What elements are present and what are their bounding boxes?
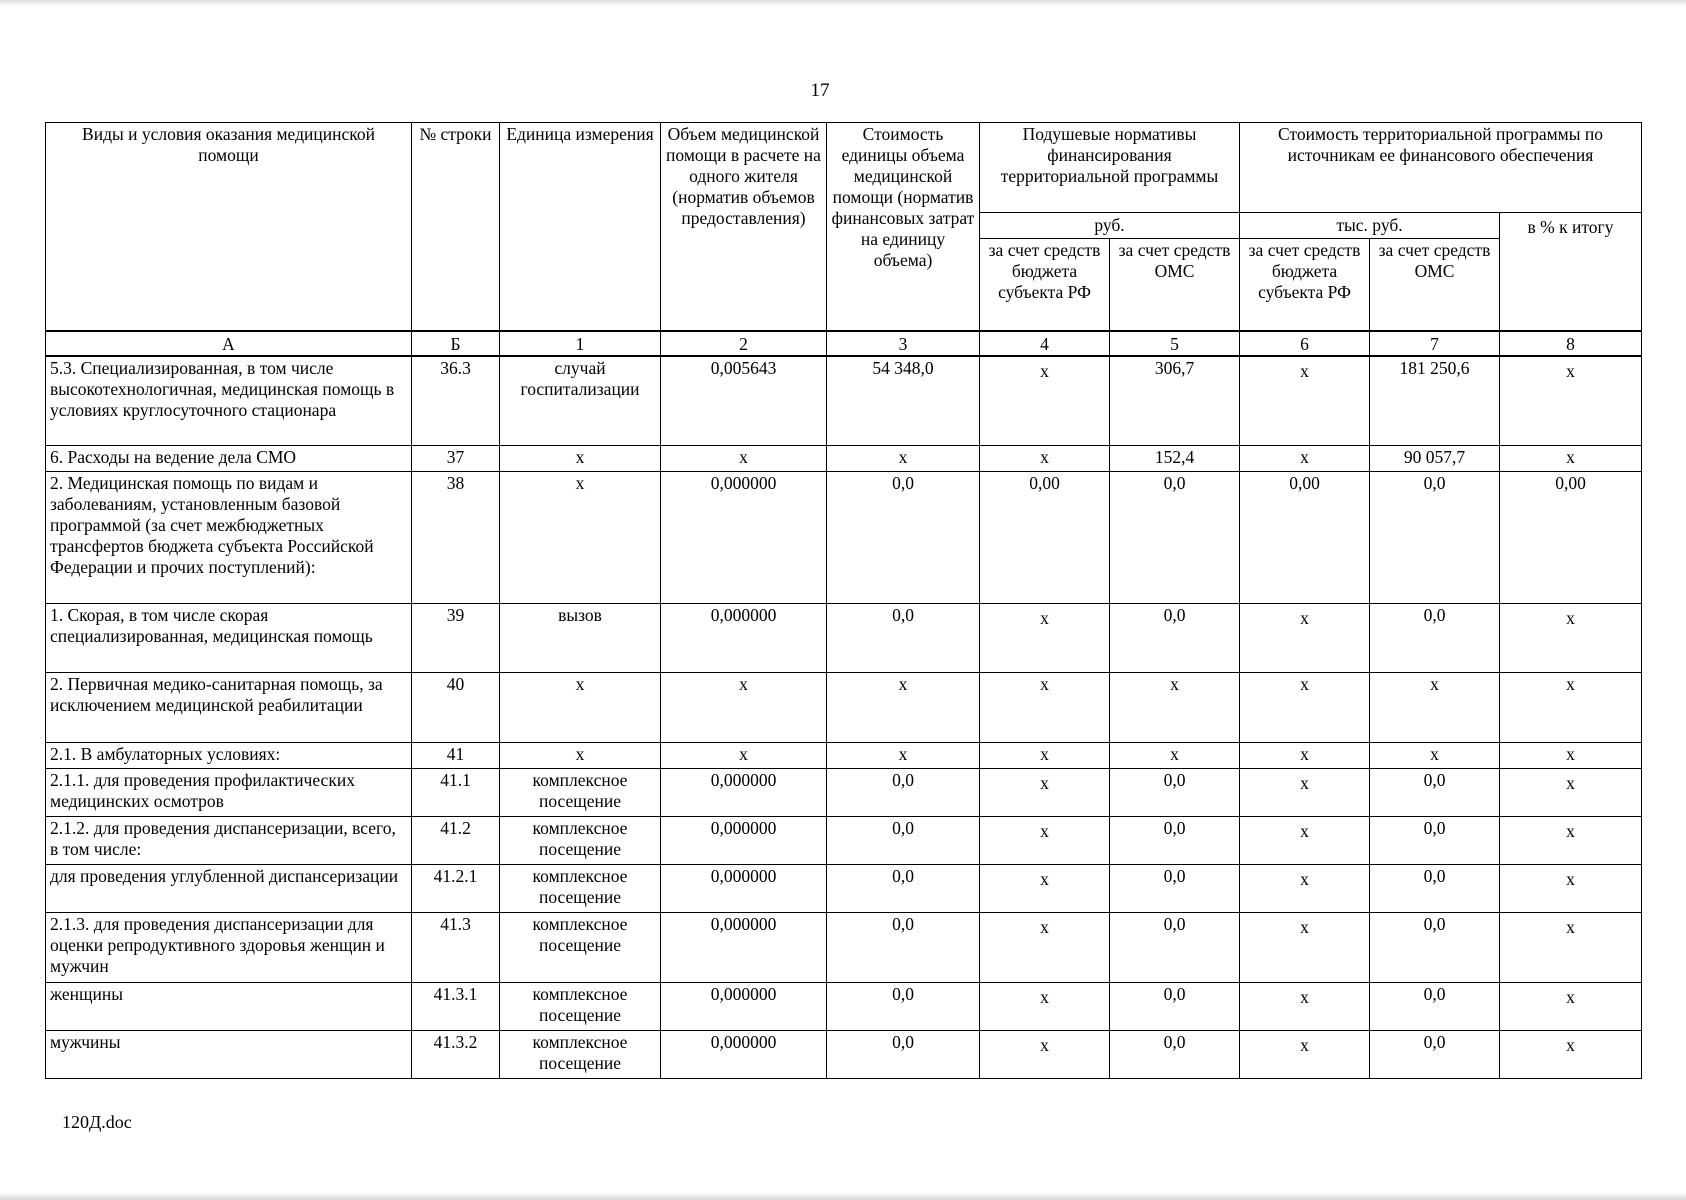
row-cost-budget: x bbox=[1240, 743, 1370, 769]
row-percent: x bbox=[1500, 865, 1642, 913]
row-name: женщины bbox=[46, 983, 412, 1031]
row-norm-budget: x bbox=[980, 743, 1110, 769]
header-budget-subject-cost: за счет средств бюджета субъекта РФ bbox=[1240, 239, 1370, 331]
row-norm-oms: 0,0 bbox=[1110, 865, 1240, 913]
page-number: 17 bbox=[810, 80, 830, 101]
row-unit: x bbox=[500, 472, 661, 604]
row-cost-oms: x bbox=[1370, 673, 1500, 743]
row-cost: 0,0 bbox=[827, 983, 980, 1031]
row-norm-budget: 0,00 bbox=[980, 472, 1110, 604]
table-row bbox=[46, 743, 1642, 769]
row-norm-budget: x bbox=[980, 673, 1110, 743]
row-cost: x bbox=[827, 743, 980, 769]
index-cell: 2 bbox=[661, 331, 827, 356]
table-header bbox=[46, 123, 1642, 356]
row-percent: x bbox=[1500, 743, 1642, 769]
row-cost-oms: 0,0 bbox=[1370, 769, 1500, 817]
header-budget-subject-norm: за счет средств бюджета субъекта РФ bbox=[980, 239, 1110, 331]
table-row bbox=[46, 1031, 1642, 1079]
row-norm-budget: x bbox=[980, 913, 1110, 983]
header-row-no: № строки bbox=[412, 123, 500, 331]
row-volume: 0,000000 bbox=[661, 472, 827, 604]
row-volume: 0,000000 bbox=[661, 983, 827, 1031]
row-cost: 0,0 bbox=[827, 472, 980, 604]
index-cell: А bbox=[46, 331, 412, 356]
row-cost: x bbox=[827, 446, 980, 472]
header-unit: Единица измерения bbox=[500, 123, 661, 331]
row-number: 41.1 bbox=[412, 769, 500, 817]
index-cell: 3 bbox=[827, 331, 980, 356]
row-volume: x bbox=[661, 673, 827, 743]
row-norm-budget: x bbox=[980, 865, 1110, 913]
header-volume: Объем медицинской помощи в расчете на одного жителя (норматив объемов предоставления) bbox=[661, 123, 827, 331]
row-unit: комплексное посещение bbox=[500, 817, 661, 865]
row-cost: 0,0 bbox=[827, 913, 980, 983]
row-cost-oms: 0,0 bbox=[1370, 865, 1500, 913]
row-cost-oms: 0,0 bbox=[1370, 817, 1500, 865]
row-volume: x bbox=[661, 743, 827, 769]
table-row bbox=[46, 913, 1642, 983]
document-filename: 120Д.doc bbox=[62, 1112, 132, 1132]
row-name: 5.3. Специализированная, в том числе высокотехнологичная, медицинская помощь в условиях круглосуточного стационара bbox=[46, 356, 412, 446]
table-row bbox=[46, 865, 1642, 913]
row-number: 37 bbox=[412, 446, 500, 472]
row-norm-oms: 0,0 bbox=[1110, 817, 1240, 865]
row-name: 2.1.3. для проведения диспансеризации для оценки репродуктивного здоровья женщин и мужчин bbox=[46, 913, 412, 983]
row-unit: комплексное посещение bbox=[500, 983, 661, 1031]
row-unit: комплексное посещение bbox=[500, 865, 661, 913]
table-row bbox=[46, 604, 1642, 673]
row-percent: 0,00 bbox=[1500, 472, 1642, 604]
row-norm-oms: 0,0 bbox=[1110, 472, 1240, 604]
row-name: 2.1.1. для проведения профилактических медицинских осмотров bbox=[46, 769, 412, 817]
row-percent: x bbox=[1500, 604, 1642, 673]
header-oms-norm: за счет средств ОМС bbox=[1110, 239, 1240, 331]
row-name: для проведения углубленной диспансеризации bbox=[46, 865, 412, 913]
table-row bbox=[46, 983, 1642, 1031]
header-unit-rub: руб. bbox=[980, 213, 1240, 239]
row-number: 41.2.1 bbox=[412, 865, 500, 913]
row-norm-oms: x bbox=[1110, 743, 1240, 769]
index-cell: 6 bbox=[1240, 331, 1370, 356]
row-cost-oms: 0,0 bbox=[1370, 913, 1500, 983]
row-norm-budget: x bbox=[980, 446, 1110, 472]
row-number: 41.2 bbox=[412, 817, 500, 865]
row-number: 41.3 bbox=[412, 913, 500, 983]
row-cost-budget: x bbox=[1240, 865, 1370, 913]
table-row bbox=[46, 472, 1642, 604]
header-group-cost-program: Стоимость территориальной программы по источникам ее финансового обеспечения bbox=[1240, 123, 1642, 213]
row-name: 2.1.2. для проведения диспансеризации, всего, в том числе: bbox=[46, 817, 412, 865]
row-name: 2. Медицинская помощь по видам и заболеваниям, установленным базовой программой (за счет межбюджетных трансфертов бюджета субъекта Российской Федерации и прочих поступлений): bbox=[46, 472, 412, 604]
row-cost-budget: 0,00 bbox=[1240, 472, 1370, 604]
table-row bbox=[46, 446, 1642, 472]
row-cost-oms: x bbox=[1370, 743, 1500, 769]
row-cost-oms: 0,0 bbox=[1370, 472, 1500, 604]
row-cost-budget: x bbox=[1240, 604, 1370, 673]
row-cost-budget: x bbox=[1240, 817, 1370, 865]
row-norm-oms: 0,0 bbox=[1110, 913, 1240, 983]
table-row bbox=[46, 673, 1642, 743]
index-cell: 8 bbox=[1500, 331, 1642, 356]
row-percent: x bbox=[1500, 983, 1642, 1031]
row-norm-budget: x bbox=[980, 604, 1110, 673]
header-cost: Стоимость единицы объема медицинской помощи (норматив финансовых затрат на единицу объема) bbox=[827, 123, 980, 331]
row-norm-oms: x bbox=[1110, 673, 1240, 743]
row-cost: 0,0 bbox=[827, 604, 980, 673]
index-cell: Б bbox=[412, 331, 500, 356]
index-cell: 7 bbox=[1370, 331, 1500, 356]
row-percent: x bbox=[1500, 769, 1642, 817]
row-volume: 0,000000 bbox=[661, 913, 827, 983]
row-cost-oms: 181 250,6 bbox=[1370, 356, 1500, 446]
row-unit: x bbox=[500, 743, 661, 769]
row-percent: x bbox=[1500, 817, 1642, 865]
row-percent: x bbox=[1500, 1031, 1642, 1079]
row-volume: 0,000000 bbox=[661, 604, 827, 673]
row-cost: x bbox=[827, 673, 980, 743]
row-cost: 0,0 bbox=[827, 1031, 980, 1079]
row-norm-budget: x bbox=[980, 817, 1110, 865]
table-row bbox=[46, 356, 1642, 446]
header-percent-total: в % к итогу bbox=[1500, 213, 1642, 331]
row-unit: x bbox=[500, 673, 661, 743]
row-volume: 0,000000 bbox=[661, 817, 827, 865]
row-norm-oms: 0,0 bbox=[1110, 983, 1240, 1031]
row-percent: x bbox=[1500, 913, 1642, 983]
financing-table bbox=[45, 122, 1642, 1079]
row-cost: 0,0 bbox=[827, 817, 980, 865]
row-cost-oms: 0,0 bbox=[1370, 604, 1500, 673]
row-cost-budget: x bbox=[1240, 356, 1370, 446]
row-number: 38 bbox=[412, 472, 500, 604]
row-cost-budget: x bbox=[1240, 446, 1370, 472]
row-volume: 0,000000 bbox=[661, 769, 827, 817]
row-cost-budget: x bbox=[1240, 1031, 1370, 1079]
header-unit-thous-rub: тыс. руб. bbox=[1240, 213, 1500, 239]
row-norm-oms: 0,0 bbox=[1110, 1031, 1240, 1079]
row-unit: комплексное посещение bbox=[500, 769, 661, 817]
row-volume: x bbox=[661, 446, 827, 472]
row-name: 6. Расходы на ведение дела СМО bbox=[46, 446, 412, 472]
row-number: 40 bbox=[412, 673, 500, 743]
row-volume: 0,005643 bbox=[661, 356, 827, 446]
header-oms-cost: за счет средств ОМС bbox=[1370, 239, 1500, 331]
row-cost: 54 348,0 bbox=[827, 356, 980, 446]
row-cost-budget: x bbox=[1240, 673, 1370, 743]
row-cost-oms: 0,0 bbox=[1370, 1031, 1500, 1079]
scan-edge-bottom bbox=[0, 1192, 1686, 1200]
row-unit: вызов bbox=[500, 604, 661, 673]
row-cost: 0,0 bbox=[827, 865, 980, 913]
row-number: 41.3.2 bbox=[412, 1031, 500, 1079]
row-cost-oms: 90 057,7 bbox=[1370, 446, 1500, 472]
row-volume: 0,000000 bbox=[661, 865, 827, 913]
row-norm-oms: 0,0 bbox=[1110, 604, 1240, 673]
row-cost-budget: x bbox=[1240, 983, 1370, 1031]
row-unit: x bbox=[500, 446, 661, 472]
table-body bbox=[46, 356, 1642, 1079]
header-group-norms: Подушевые нормативы финансирования территориальной программы bbox=[980, 123, 1240, 213]
row-cost-budget: x bbox=[1240, 913, 1370, 983]
row-percent: x bbox=[1500, 356, 1642, 446]
row-norm-oms: 306,7 bbox=[1110, 356, 1240, 446]
table-row bbox=[46, 817, 1642, 865]
row-cost-oms: 0,0 bbox=[1370, 983, 1500, 1031]
row-name: 1. Скорая, в том числе скорая специализированная, медицинская помощь bbox=[46, 604, 412, 673]
row-cost-budget: x bbox=[1240, 769, 1370, 817]
row-norm-budget: x bbox=[980, 983, 1110, 1031]
row-norm-oms: 152,4 bbox=[1110, 446, 1240, 472]
row-cost: 0,0 bbox=[827, 769, 980, 817]
row-norm-budget: x bbox=[980, 769, 1110, 817]
index-cell: 4 bbox=[980, 331, 1110, 356]
row-name: 2.1. В амбулаторных условиях: bbox=[46, 743, 412, 769]
row-volume: 0,000000 bbox=[661, 1031, 827, 1079]
row-number: 41.3.1 bbox=[412, 983, 500, 1031]
row-unit: комплексное посещение bbox=[500, 913, 661, 983]
row-norm-oms: 0,0 bbox=[1110, 769, 1240, 817]
row-number: 36.3 bbox=[412, 356, 500, 446]
row-unit: комплексное посещение bbox=[500, 1031, 661, 1079]
row-percent: x bbox=[1500, 446, 1642, 472]
header-index-row bbox=[46, 331, 1642, 356]
index-cell: 1 bbox=[500, 331, 661, 356]
index-cell: 5 bbox=[1110, 331, 1240, 356]
row-norm-budget: x bbox=[980, 356, 1110, 446]
row-name: 2. Первичная медико-санитарная помощь, за исключением медицинской реабилитации bbox=[46, 673, 412, 743]
scan-edge-top bbox=[0, 0, 1686, 6]
table-row bbox=[46, 769, 1642, 817]
row-unit: случай госпитализации bbox=[500, 356, 661, 446]
row-number: 39 bbox=[412, 604, 500, 673]
row-name: мужчины bbox=[46, 1031, 412, 1079]
row-percent: x bbox=[1500, 673, 1642, 743]
row-number: 41 bbox=[412, 743, 500, 769]
header-type: Виды и условия оказания медицинской помощи bbox=[46, 123, 412, 331]
row-norm-budget: x bbox=[980, 1031, 1110, 1079]
